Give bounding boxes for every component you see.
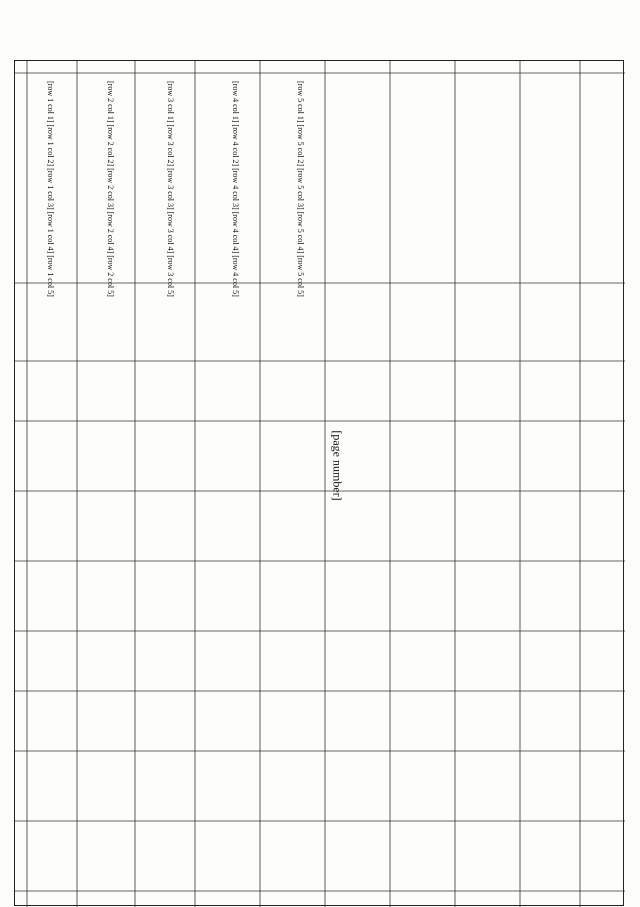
table-cell: [row 1 col 2] bbox=[46, 124, 55, 167]
table-cell: [row 1 col 3] bbox=[46, 168, 55, 210]
table-cell: [row 5 col 3] bbox=[296, 168, 305, 210]
table-row bbox=[45, 81, 55, 297]
table-cell: [row 5 col 2] bbox=[296, 124, 305, 167]
table-cell: [row 3 col 1] bbox=[166, 81, 175, 123]
table-row bbox=[230, 81, 240, 297]
table-cell: [row 4 col 5] bbox=[231, 255, 240, 297]
budget-table bbox=[14, 60, 624, 906]
page-number: [page number] bbox=[330, 430, 345, 501]
table-cell: [row 4 col 4] bbox=[231, 211, 240, 254]
table-cell: [row 2 col 2] bbox=[106, 124, 115, 167]
table-cell: [row 4 col 3] bbox=[231, 168, 240, 210]
table-cell: [row 5 col 5] bbox=[296, 255, 305, 297]
table-cell: [row 2 col 3] bbox=[106, 168, 115, 210]
table-cell: [row 3 col 3] bbox=[166, 168, 175, 210]
table-cell: [row 3 col 5] bbox=[166, 255, 175, 297]
table-cell: [row 2 col 4] bbox=[106, 211, 115, 254]
table-cell: [row 5 col 1] bbox=[296, 81, 305, 123]
table-cell: [row 2 col 5] bbox=[106, 255, 115, 297]
table-cell: [row 4 col 2] bbox=[231, 124, 240, 167]
table-cell: [row 1 col 5] bbox=[46, 255, 55, 297]
table-cell: [row 3 col 2] bbox=[166, 124, 175, 167]
table-cell: [row 5 col 4] bbox=[296, 211, 305, 254]
table-cell: [row 4 col 1] bbox=[231, 81, 240, 123]
table-cell: [row 3 col 4] bbox=[166, 211, 175, 254]
table-row bbox=[165, 81, 175, 297]
table-cell: [row 1 col 1] bbox=[46, 81, 55, 123]
table-row bbox=[295, 81, 305, 297]
table-cell: [row 1 col 4] bbox=[46, 211, 55, 254]
table-row bbox=[105, 81, 115, 297]
table-cell: [row 2 col 1] bbox=[106, 81, 115, 123]
